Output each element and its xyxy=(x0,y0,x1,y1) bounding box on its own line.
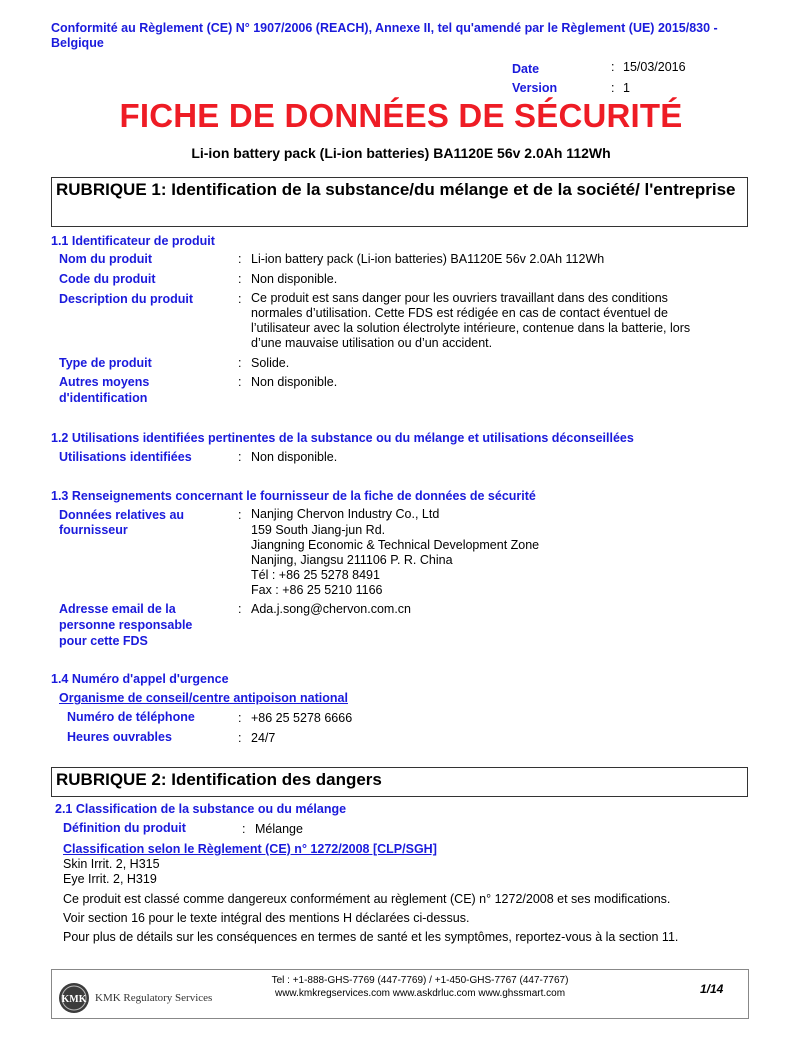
colon: : xyxy=(238,375,242,389)
footer-phones: Tel : +1-888-GHS-7769 (447-7769) / +1-450-GHS-7767 (447-7767) xyxy=(271,975,569,986)
product-name-value: Li-ion battery pack (Li-ion batteries) BA1120E 56v 2.0Ah 112Wh xyxy=(251,252,605,266)
description-line: normales d’utilisation. Cette FDS est rédigée en cas de contact éventuel de xyxy=(251,306,668,320)
section2-heading: RUBRIQUE 2: Identification des dangers xyxy=(51,767,748,797)
hours-label: Heures ouvrables xyxy=(67,730,172,744)
date-colon: : xyxy=(611,60,615,74)
colon: : xyxy=(238,731,242,745)
description-line: d’une mauvaise utilisation ou d’un accident. xyxy=(251,336,493,350)
supplier-fax: Fax : +86 25 5210 1166 xyxy=(251,583,383,597)
product-definition-label: Définition du produit xyxy=(63,821,186,835)
identified-uses-label: Utilisations identifiées xyxy=(59,450,192,464)
version-label: Version xyxy=(512,81,558,95)
s13-title: 1.3 Renseignements concernant le fournisseur de la fiche de données de sécurité xyxy=(51,489,536,503)
page-number: 1/14 xyxy=(700,982,724,996)
colon: : xyxy=(238,602,242,616)
other-id-value: Non disponible. xyxy=(251,375,338,389)
classification-item: Eye Irrit. 2, H319 xyxy=(63,872,157,886)
classification-link[interactable]: Classification selon le Règlement (CE) n° 1272/2008 [CLP/SGH] xyxy=(63,842,437,856)
version-value: 1 xyxy=(623,81,630,95)
supplier-address-line: Jiangning Economic & Technical Development Zone xyxy=(251,538,540,552)
footer-contact xyxy=(240,975,600,1000)
supplier-address-line: Nanjing, Jiangsu 211106 P. R. China xyxy=(251,553,453,567)
hours-value: 24/7 xyxy=(251,731,276,745)
description-line: l’utilisateur avec la solution électrolyte intérieure, contenue dans la batterie, lors xyxy=(251,321,691,335)
email-value: Ada.j.song@chervon.com.cn xyxy=(251,602,411,616)
footer-websites: www.kmkregservices.com www.askdrluc.com www.ghssmart.com xyxy=(274,987,566,999)
poison-center-link[interactable]: Organisme de conseil/centre antipoison national xyxy=(59,691,348,705)
other-id-label: Autres moyens xyxy=(59,375,150,389)
email-label: Adresse email de la xyxy=(59,602,176,616)
phone-number-label: Numéro de téléphone xyxy=(67,710,195,724)
colon: : xyxy=(238,450,242,464)
supplier-label: fournisseur xyxy=(59,523,128,537)
version-colon: : xyxy=(611,81,615,95)
product-subtitle: Li-ion battery pack (Li-ion batteries) BA1120E 56v 2.0Ah 112Wh xyxy=(191,145,611,161)
supplier-label: Données relatives au xyxy=(59,508,185,522)
logo-letters: KMK xyxy=(61,994,87,1005)
colon: : xyxy=(242,822,246,836)
colon: : xyxy=(238,356,242,370)
email-label: personne responsable xyxy=(59,618,193,632)
description-line: Ce produit est sans danger pour les ouvriers travaillant dans des conditions xyxy=(251,291,668,305)
date-value: 15/03/2016 xyxy=(623,60,686,74)
date-label: Date xyxy=(512,62,540,76)
classification-text: Pour plus de détails sur les conséquences en termes de santé et les symptômes, reportez-vous à la section 11. xyxy=(63,930,679,944)
document-title: FICHE DE DONNÉES DE SÉCURITÉ xyxy=(119,97,683,134)
classification-text: Voir section 16 pour le texte intégral des mentions H déclarées ci-dessus. xyxy=(63,911,470,925)
kmk-logo-icon xyxy=(58,982,90,1014)
classification-item: Skin Irrit. 2, H315 xyxy=(63,857,160,871)
phone-number-value: +86 25 5278 6666 xyxy=(251,711,353,725)
product-name-label: Nom du produit xyxy=(59,252,153,266)
classification-text: Ce produit est classé comme dangereux conformément au règlement (CE) n° 1272/2008 et ses modifications. xyxy=(63,892,671,906)
supplier-address-line: Nanjing Chervon Industry Co., Ltd xyxy=(251,507,440,521)
supplier-phone: Tél : +86 25 5278 8491 xyxy=(251,568,380,582)
other-id-label: d'identification xyxy=(59,391,148,405)
product-description-label: Description du produit xyxy=(59,292,194,306)
product-code-value: Non disponible. xyxy=(251,272,338,286)
colon: : xyxy=(238,508,242,522)
section1-heading: RUBRIQUE 1: Identification de la substance/du mélange et de la société/ l'entreprise xyxy=(51,177,748,227)
email-label: pour cette FDS xyxy=(59,634,148,648)
s12-title: 1.2 Utilisations identifiées pertinentes de la substance ou du mélange et utilisations déconseillées xyxy=(51,431,634,445)
colon: : xyxy=(238,272,242,286)
colon: : xyxy=(238,711,242,725)
product-type-value: Solide. xyxy=(251,356,290,370)
s14-title: 1.4 Numéro d'appel d'urgence xyxy=(51,672,229,686)
logo-text: KMK Regulatory Services xyxy=(95,992,213,1004)
identified-uses-value: Non disponible. xyxy=(251,450,338,464)
product-code-label: Code du produit xyxy=(59,272,156,286)
supplier-address-line: 159 South Jiang-jun Rd. xyxy=(251,523,386,537)
s21-title: 2.1 Classification de la substance ou du mélange xyxy=(55,802,347,816)
colon: : xyxy=(238,252,242,266)
s11-title: 1.1 Identificateur de produit xyxy=(51,234,215,248)
product-definition-value: Mélange xyxy=(255,822,303,836)
regulation-header: Conformité au Règlement (CE) N° 1907/2006 (REACH), Annexe II, tel qu'amendé par le Règlement (UE) 2015/830 - Belgique xyxy=(51,21,718,50)
colon: : xyxy=(238,292,242,306)
product-type-label: Type de produit xyxy=(59,356,152,370)
